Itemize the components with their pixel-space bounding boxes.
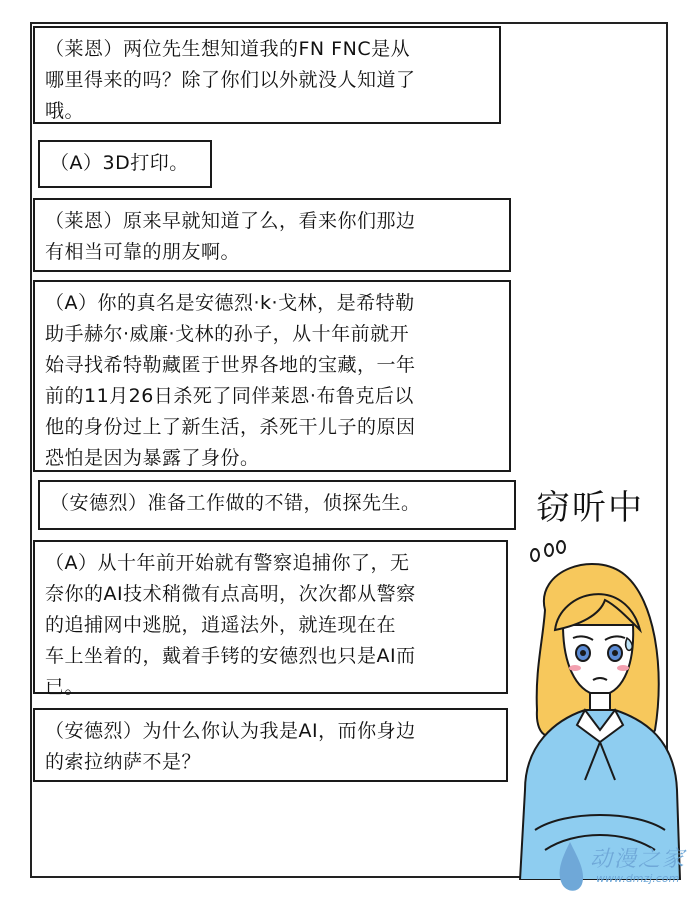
speech-box-3: （莱恩）原来早就知道了么，看来你们那边 有相当可靠的朋友啊。 — [33, 198, 511, 272]
eavesdropping-caption: 窃听中 — [536, 488, 644, 528]
surprise-marks — [531, 541, 565, 561]
speech-box-7: （安德烈）为什么你认为我是AI，而你身边 的索拉纳萨不是？ — [33, 708, 508, 782]
speech-box-5: （安德烈）准备工作做的不错，侦探先生。 — [38, 480, 516, 530]
watermark-url: www.dmzj.com — [596, 872, 680, 885]
speech-box-4: （A）你的真名是安德烈·k·戈林，是希特勒 助手赫尔·威廉·戈林的孙子，从十年前就开 始寻找希特勒藏匿于世界各地的宝藏，一年 前的11月26日杀死了同伴莱恩·布鲁克后以 他的身份过上了新生活，杀死干儿子的原因 恐怕是因为暴露了身份。 — [33, 280, 511, 472]
speech-box-6: （A）从十年前开始就有警察追捕你了，无 奈你的AI技术稍微有点高明，次次都从警察 的追捕网中逃脱，逍遥法外，就连现在在 车上坐着的，戴着手铐的安德烈也只是AI而 已。 — [33, 540, 508, 694]
speech-box-1: （莱恩）两位先生想知道我的FN FNC是从 哪里得来的吗？除了你们以外就没人知道了 哦。 — [33, 26, 501, 124]
girl-illustration — [505, 530, 685, 880]
speech-box-2: （A）3D打印。 — [38, 140, 212, 188]
watermark-text: 动漫之家 — [590, 847, 687, 872]
